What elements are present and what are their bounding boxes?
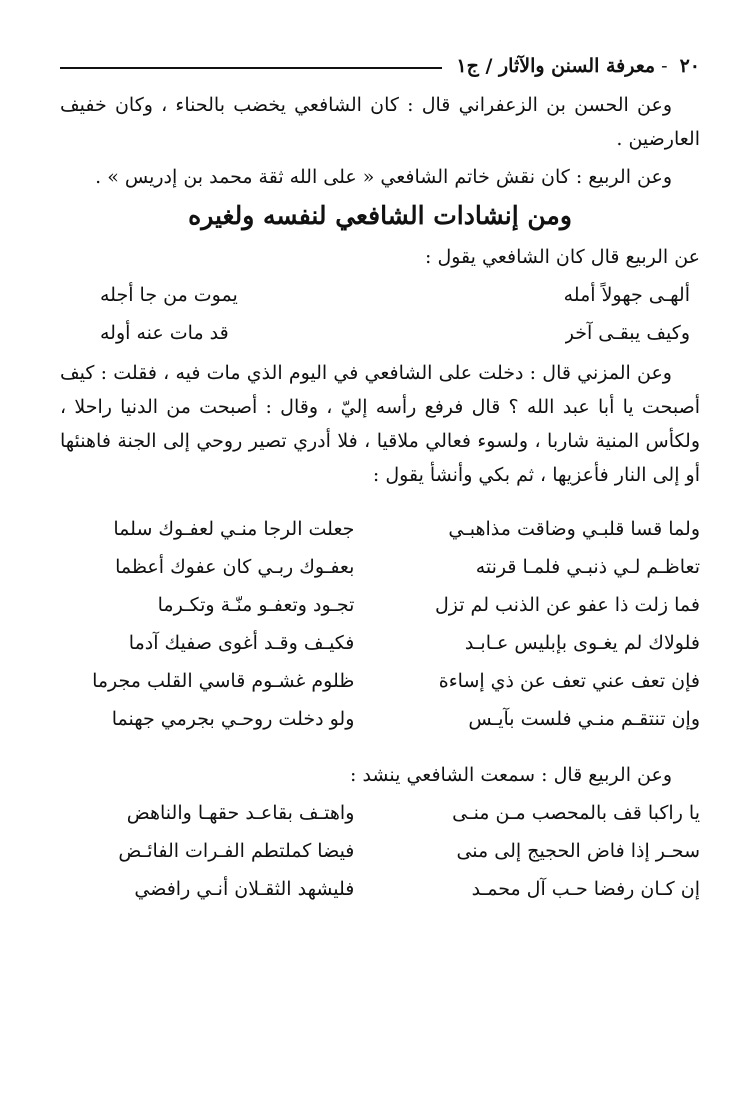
verse-second-hemistich: ولو دخلت روحـي بجرمي جهنما [111,708,355,730]
verse-second-hemistich: ظلوم غشـوم قاسي القلب مجرما [92,670,355,692]
header-separator: - [655,55,674,77]
verse-first-hemistich: ولما قسا قلبـي وضاقت مذاهبـي [448,518,700,540]
verse-first-hemistich: سحـر إذا فاض الحجيج إلى منى [456,840,700,862]
verse-line [60,662,700,700]
verse-second-hemistich: يموت من جا أجله [100,284,238,306]
page-number: ٢٠ [679,55,700,77]
poem-2 [60,510,700,738]
paragraph-2: وعن الربيع : كان نقش خاتم الشافعي « على الله ثقة محمد بن إدريس » . [95,166,672,188]
poem-3 [60,794,700,908]
verse-second-hemistich: تجـود وتعفـو منّـة وتكـرما [157,594,355,616]
paragraph-1: وعن الحسن بن الزعفراني قال : كان الشافعي يخضب بالحناء ، وكان خفيف العارضين . [60,94,700,150]
verse-second-hemistich: فيضا كملتطم الفـرات الفائـض [118,840,355,862]
section-heading: ومن إنشادات الشافعي لنفسه ولغيره [188,201,572,230]
verse-first-hemistich: تعاظـم لـي ذنبـي فلمـا قرنته [475,556,700,578]
verse-line [60,624,700,662]
verse-first-hemistich: فإن تعف عني تعف عن ذي إساءة [438,670,700,692]
paragraph-5: وعن الربيع قال : سمعت الشافعي ينشد : [350,764,672,786]
paragraph-4: وعن المزني قال : دخلت على الشافعي في اليوم الذي مات فيه ، فقلت : كيف أصبحت يا أبا عبد الله ؟ قال فرفع رأسه إليّ ، وقال : أصبحت من الدنيا راحلا ، ولكأس المنية شاربا ، ولسوء فعالي ملاقيا ، فلا أدري تصير روحي إلى الجنة فاهنئها أو إلى النار فأعزيها ، ثم بكي وأنشأ يقول : [60,362,700,486]
verse-first-hemistich: ألهـى جهولاً أمله [563,284,690,306]
book-title: معرفة السنن والآثار / ج١ [456,55,656,77]
header-rule [60,67,442,69]
verse-second-hemistich: فكيـف وقـد أغوى صفيك آدما [128,632,355,654]
verse-first-hemistich: إن كـان رفضا حـب آل محمـد [471,878,700,900]
verse-first-hemistich: يا راكبا قف بالمحصب مـن منـى [452,802,700,824]
verse-line [60,510,700,548]
verse-second-hemistich: جعلت الرجا منـي لعفـوك سلما [113,518,355,540]
verse-second-hemistich: واهتـف بقاعـد حقهـا والناهض [126,802,355,824]
running-header [60,48,700,84]
verse-line [60,586,700,624]
verse-second-hemistich: قد مات عنه أوله [100,322,229,344]
verse-first-hemistich: وإن تنتقـم منـي فلست بآيـس [468,708,700,730]
verse-second-hemistich: فليشهد الثقـلان أنـي رافضي [134,878,355,900]
verse-line [60,794,700,832]
paragraph-3: عن الربيع قال كان الشافعي يقول : [425,246,700,268]
verse-first-hemistich: فما زلت ذا عفو عن الذنب لم تزل [434,594,700,616]
verse-line [60,276,700,314]
verse-line [60,832,700,870]
verse-line [60,870,700,908]
verse-first-hemistich: وكيف يبقـى آخر [564,322,690,344]
document-page [60,48,700,908]
verse-line [60,548,700,586]
verse-line [60,314,700,352]
verse-first-hemistich: فلولاك لم يغـوى بإبليس عـابـد [464,632,700,654]
poem-1 [60,276,700,352]
verse-second-hemistich: بعفـوك ربـي كان عفوك أعظما [115,556,355,578]
verse-line [60,700,700,738]
